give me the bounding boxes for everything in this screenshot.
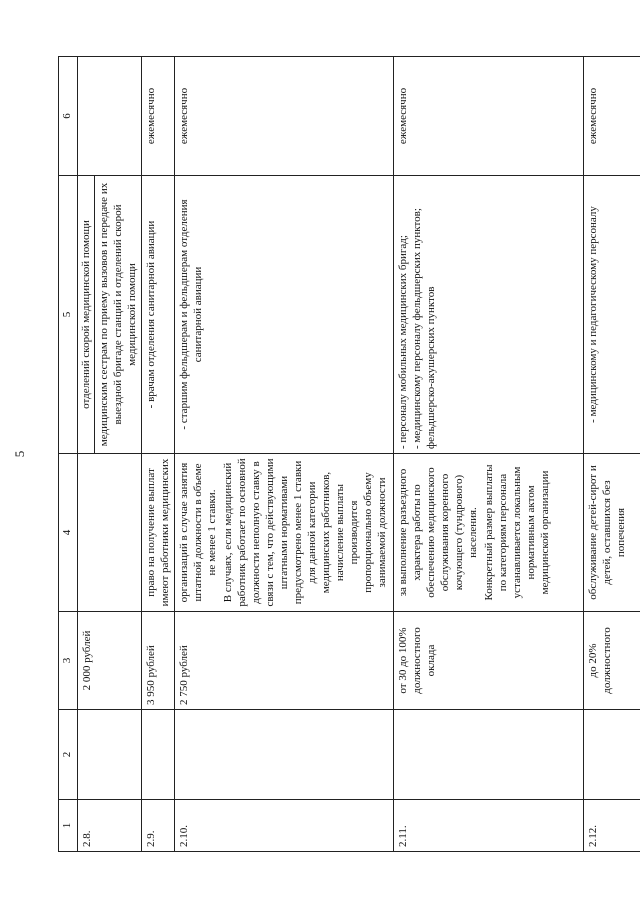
recipients-text: медицинским сестрам по приему вызовов и передаче их выездной бригаде станций и отделений скорой медицинской помощи xyxy=(98,182,138,447)
rotated-page xyxy=(58,57,636,852)
row-number: 2.10. xyxy=(175,800,394,852)
table-row xyxy=(142,57,175,852)
table-header-row xyxy=(59,57,78,852)
amount-cell: от 30 до 100% должностного оклада xyxy=(394,612,584,710)
recipients-list xyxy=(396,180,438,449)
condition-paragraph: Конкретный размер выплаты по категориям персонала устанавливается локальным нормативным актом медицинской организации xyxy=(483,464,551,601)
amount-cell: 2 750 рублей xyxy=(175,612,394,710)
periodicity-cell: ежемесячно xyxy=(175,57,394,176)
condition-cell: право на получение выплат имеют работники медицинских xyxy=(142,454,175,612)
recipients-cell: - медицинскому и педагогическому персоналу xyxy=(584,176,640,454)
table-row xyxy=(394,57,584,852)
row-number: 2.9. xyxy=(142,800,175,852)
periodicity-cell: ежемесячно xyxy=(142,57,175,176)
recipients-continued: отделений скорой медицинской помощи xyxy=(78,176,95,453)
payments-table xyxy=(58,56,640,852)
position-cell xyxy=(394,710,584,800)
amount-cell: 3 950 рублей xyxy=(142,612,175,710)
header-cell: 6 xyxy=(59,57,78,176)
page-number: 5 xyxy=(12,450,27,458)
recipients-cell xyxy=(394,176,584,454)
position-cell xyxy=(142,710,175,800)
header-cell: 1 xyxy=(59,800,78,852)
row-number: 2.8. xyxy=(78,800,142,852)
condition-cell xyxy=(175,454,394,612)
condition-paragraph: В случаях, если медицинский работник работает по основной должности неполную ставку в связи с тем, что действующими штатными нормативами предусмотрено менее 1 ставки для данной категории медицинских работников, начисление выплаты производится пропорционально объему занимаемой должности xyxy=(222,458,388,607)
list-item: - медицинскому персоналу фельдшерских пунктов; xyxy=(411,208,423,449)
condition-paragraph: за выполнение разъездного характера работы по обеспечению медицинского обслуживания коренного кочующего (тундрового) населения. xyxy=(397,467,479,598)
header-cell: 4 xyxy=(59,454,78,612)
header-cell: 2 xyxy=(59,710,78,800)
periodicity-cell: ежемесячно xyxy=(584,57,640,176)
row-number: 2.11. xyxy=(394,800,584,852)
condition-paragraph: организаций в случае занятия штатной должности в объеме не менее 1 ставки. xyxy=(178,462,218,603)
amount-cell: до 20% должностного xyxy=(584,612,640,710)
recipients-cell: - старшим фельдшерам и фельдшерам отделения санитарной авиации xyxy=(175,176,394,454)
list-item: - персоналу мобильных медицинских бригад; xyxy=(397,235,409,449)
list-item: фельдшерско-акушерских пунктов xyxy=(425,286,437,449)
table-row xyxy=(78,57,142,852)
row-number: 2.12. xyxy=(584,800,640,852)
table-row xyxy=(584,57,640,852)
table-row xyxy=(175,57,394,852)
periodicity-cell xyxy=(78,57,142,176)
recipients-cell: - врачам отделения санитарной авиации xyxy=(142,176,175,454)
position-cell xyxy=(584,710,640,800)
amount-cell: 2 000 рублей xyxy=(78,612,142,710)
position-cell xyxy=(78,710,142,800)
position-cell xyxy=(175,710,394,800)
condition-cell xyxy=(78,454,142,612)
condition-cell: обслуживание детей-сирот и детей, оставшихся без попечения xyxy=(584,454,640,612)
condition-cell xyxy=(394,454,584,612)
periodicity-cell: ежемесячно xyxy=(394,57,584,176)
header-cell: 5 xyxy=(59,176,78,454)
recipients-cell xyxy=(78,176,142,454)
header-cell: 3 xyxy=(59,612,78,710)
